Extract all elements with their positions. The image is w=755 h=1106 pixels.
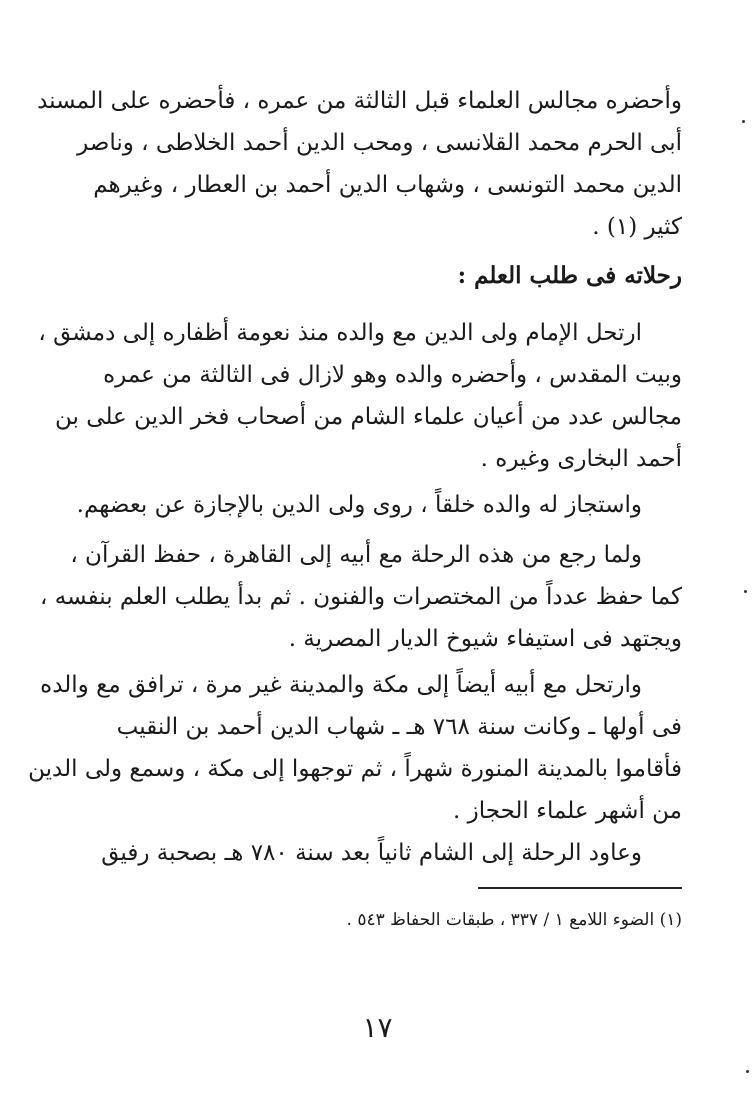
- text-line: فأقاموا بالمدينة المنورة شهراً ، ثم توجهوا إلى مكة ، وسمع ولى الدين: [28, 756, 682, 782]
- text-line: فى أولها ـ وكانت سنة ٧٦٨ هـ ـ شهاب الدين أحمد بن النقيب: [116, 714, 682, 740]
- paragraph-travels: [38, 312, 682, 480]
- paragraph-return-cairo: [40, 534, 682, 660]
- text-line: الدين محمد التونسى ، وشهاب الدين أحمد بن العطار ، وغيرهم: [93, 172, 682, 198]
- paragraph-ijaza: [78, 484, 682, 526]
- text-line: واستجاز له والده خلقاً ، روى ولى الدين بالإجازة عن بعضهم.: [76, 492, 642, 518]
- text-line: وارتحل مع أبيه أيضاً إلى مكة والمدينة غير مرة ، ترافق مع والده: [40, 672, 642, 698]
- footnote-divider: [478, 887, 682, 889]
- text-line: وأحضره مجالس العلماء قبل الثالثة من عمره ، فأحضره على المسند: [37, 88, 682, 114]
- paragraph-opening: [37, 80, 682, 248]
- text-line: كما حفظ عدداً من المختصرات والفنون . ثم بدأ يطلب العلم بنفسه ،: [40, 584, 682, 610]
- text-line: ولما رجع من هذه الرحلة مع أبيه إلى القاهرة ، حفظ القرآن ،: [70, 542, 642, 568]
- text-line: من أشهر علماء الحجاز .: [452, 798, 682, 824]
- page-number: ١٧: [362, 1011, 393, 1044]
- paragraph-sham-again: [78, 832, 682, 874]
- section-heading: رحلاته فى طلب العلم :: [457, 262, 682, 289]
- scan-speck: [744, 590, 747, 593]
- footnote: (١) الضوء اللامع ١ / ٣٣٧ ، طبقات الحفاظ ٥٤٣ .: [346, 910, 682, 930]
- text-line: ارتحل الإمام ولى الدين مع والده منذ نعومة أظفاره إلى دمشق ،: [38, 320, 642, 346]
- text-line: ويجتهد فى استيفاء شيوخ الديار المصرية .: [288, 626, 682, 652]
- text-line: أحمد البخارى وغيره .: [480, 446, 682, 472]
- scan-speck: [746, 1070, 749, 1073]
- paragraph-hijaz: [28, 664, 682, 832]
- text-line: أبى الحرم محمد القلانسى ، ومحب الدين أحمد الخلاطى ، وناصر: [77, 130, 682, 156]
- text-line: وبيت المقدس ، وأحضره والده وهو لازال فى الثالثة من عمره: [103, 362, 682, 388]
- text-line: وعاود الرحلة إلى الشام ثانياً بعد سنة ٧٨٠ هـ بصحبة رفيق: [101, 840, 642, 866]
- scan-speck: [742, 120, 745, 123]
- text-line: كثير (١) .: [592, 214, 682, 240]
- text-line: مجالس عدد من أعيان علماء الشام من أصحاب فخر الدين على بن: [55, 404, 682, 430]
